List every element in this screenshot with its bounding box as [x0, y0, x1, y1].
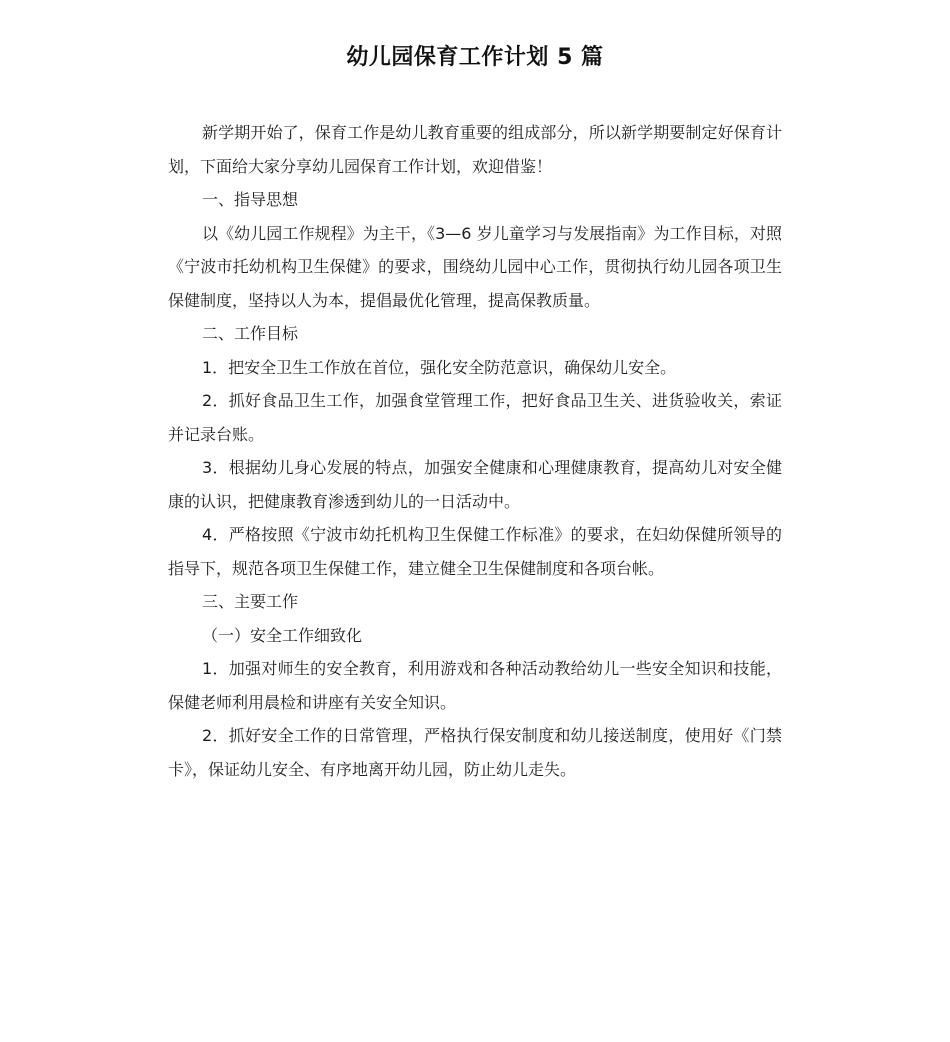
intro-paragraph: 新学期开始了，保育工作是幼儿教育重要的组成部分，所以新学期要制定好保育计划，下面给大家分享幼儿园保育工作计划，欢迎借鉴！	[168, 123, 782, 176]
safety-item-2: 2．抓好安全工作的日常管理，严格执行保安制度和幼儿接送制度，使用好《门禁卡》，保证幼儿安全、有序地离开幼儿园，防止幼儿走失。	[168, 726, 782, 779]
work-goal-item-4: 4．严格按照《宁波市幼托机构卫生保健工作标准》的要求，在妇幼保健所领导的指导下，规范各项卫生保健工作，建立健全卫生保健制度和各项台帐。	[168, 525, 782, 578]
work-goal-item-2: 2．抓好食品卫生工作，加强食堂管理工作，把好食品卫生关、进货验收关，索证并记录台账。	[168, 391, 782, 444]
section-heading-main-work: 三、主要工作	[202, 592, 299, 611]
document-body	[168, 116, 782, 786]
section-heading-work-goals: 二、工作目标	[202, 324, 299, 343]
document-title: 幼儿园保育工作计划 5 篇	[346, 45, 604, 70]
section-heading-guiding-ideology: 一、指导思想	[202, 190, 299, 209]
safety-item-1: 1．加强对师生的安全教育，利用游戏和各种活动教给幼儿一些安全知识和技能，保健老师利用晨检和讲座有关安全知识。	[168, 659, 782, 712]
work-goal-item-3: 3．根据幼儿身心发展的特点，加强安全健康和心理健康教育，提高幼儿对安全健康的认识，把健康教育渗透到幼儿的一日活动中。	[168, 458, 782, 511]
work-goal-item-1: 1．把安全卫生工作放在首位，强化安全防范意识，确保幼儿安全。	[202, 357, 677, 377]
subsection-heading-safety: （一）安全工作细致化	[202, 625, 363, 645]
guiding-ideology-paragraph: 以《幼儿园工作规程》为主干，《3—6 岁儿童学习与发展指南》为工作目标，对照《宁波市托幼机构卫生保健》的要求，围绕幼儿园中心工作，贯彻执行幼儿园各项卫生保健制度，坚持以人为本，提倡最优化管理，提高保教质量。	[168, 223, 782, 310]
